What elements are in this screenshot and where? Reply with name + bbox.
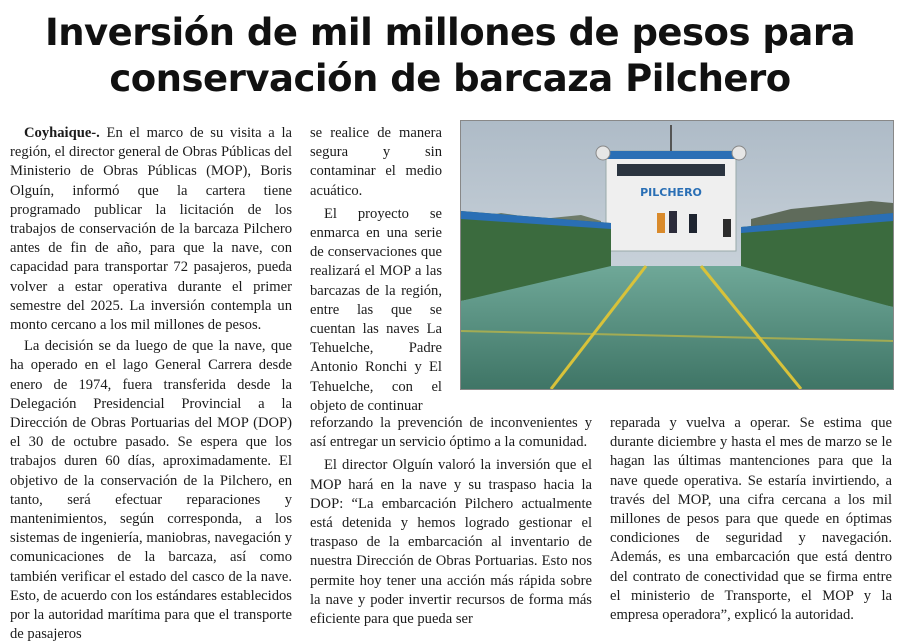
dateline: Coyhaique-. xyxy=(24,125,100,141)
bridge-windows xyxy=(617,164,725,176)
paragraph-2: La decisión se da luego de que la nave, que ha operado en el lago General Carrera desde enero de 1974, fuera transferida desde la Delegación Presidencial Provincial a la Dirección de Obras Portuarias del MOP (DOP) el 30 de octubre pasado. Se espera que los trabajos duren 60 días, aproximadamente. El objetivo de la conservación de la Pilchero, en tanto, será efectuar reparaciones y mantenimientos, según corresponda, a los sistemas de ingeniería, maniobras, navegación y comunicaciones de la barcaza, así como también verificar el estado del casco de la nave. Esto, de acuerdo con los estándares establecidos por la autoridad marítima para que el transporte de pasajeros xyxy=(10,338,292,643)
paragraph-6: reparada y vuelva a operar. Se estima que durante diciembre y hasta el mes de marzo se le hagan las últimas mantenciones para que la nave quede operativa. Se estaría invirtiendo, a través del MOP, una cifra cercana a los mil millones de pesos para que quede en óptimas condiciones de seguridad y navegación. Además, es una embarcación que está dentro del contrato de conectividad que se firma entre el ministerio de Transporte, el MOP y la empresa operadora”, explicó la autoridad. xyxy=(610,415,892,624)
paragraph-4: El proyecto se enmarca en una serie de conservaciones que realizará el MOP a las barcazas de la región, entre las que se cuentan las naves La Tehuelche, Padre Antonio Ronchi y El Tehuelche, con el objeto de continuar xyxy=(310,205,442,414)
lamp-right xyxy=(732,146,746,160)
lamp-left xyxy=(596,146,610,160)
article-column-1 xyxy=(10,124,292,644)
headline-line-2: conservación de barcaza Pilchero xyxy=(109,57,791,100)
paragraph-3: se realice de manera segura y sin contaminar el medio acuático. xyxy=(310,125,442,199)
article-column-2-top xyxy=(310,124,442,416)
bridge-stripe xyxy=(606,151,736,159)
article-column-2-bottom xyxy=(310,414,592,629)
paragraph-1-text: En el marco de su visita a la región, el director general de Obras Públicas del Ministerio de Obras Públicas (MOP), Boris Olguín, informó que la cartera tiene programado publicar la licitación de los trabajos de conservación de la barcaza Pilchero antes de fin de año, para que la nave, con capacidad para transportar 72 pasajeros, pueda volver a estar operativa durante el primer semestre del 2025. La inversión contempla un monto cercano a los mil millones de pesos. xyxy=(10,125,292,334)
article-column-3 xyxy=(610,414,892,625)
paragraph-1 xyxy=(10,124,292,335)
headline xyxy=(0,10,900,102)
ship-deck-image xyxy=(461,121,893,389)
headline-line-1: Inversión de mil millones de pesos para xyxy=(44,11,856,54)
paragraph-4-continued: reforzando la prevención de inconvenientes y así entregar un servicio óptimo a la comunidad. xyxy=(310,415,592,451)
ship-photo xyxy=(460,120,894,390)
paragraph-5: El director Olguín valoró la inversión que el MOP hará en la nave y su traspaso hacia la DOP: “La embarcación Pilchero actualmente está detenida y hemos logrado gestionar el traspaso de la embarcación al inventario de nuestra Dirección de Obras Portuarias. Esto nos permite hoy tener una acción más rápida sobre la nave y poder invertir recursos de forma más eficiente para que pueda ser xyxy=(310,457,592,628)
ship-name: PILCHERO xyxy=(640,186,702,199)
